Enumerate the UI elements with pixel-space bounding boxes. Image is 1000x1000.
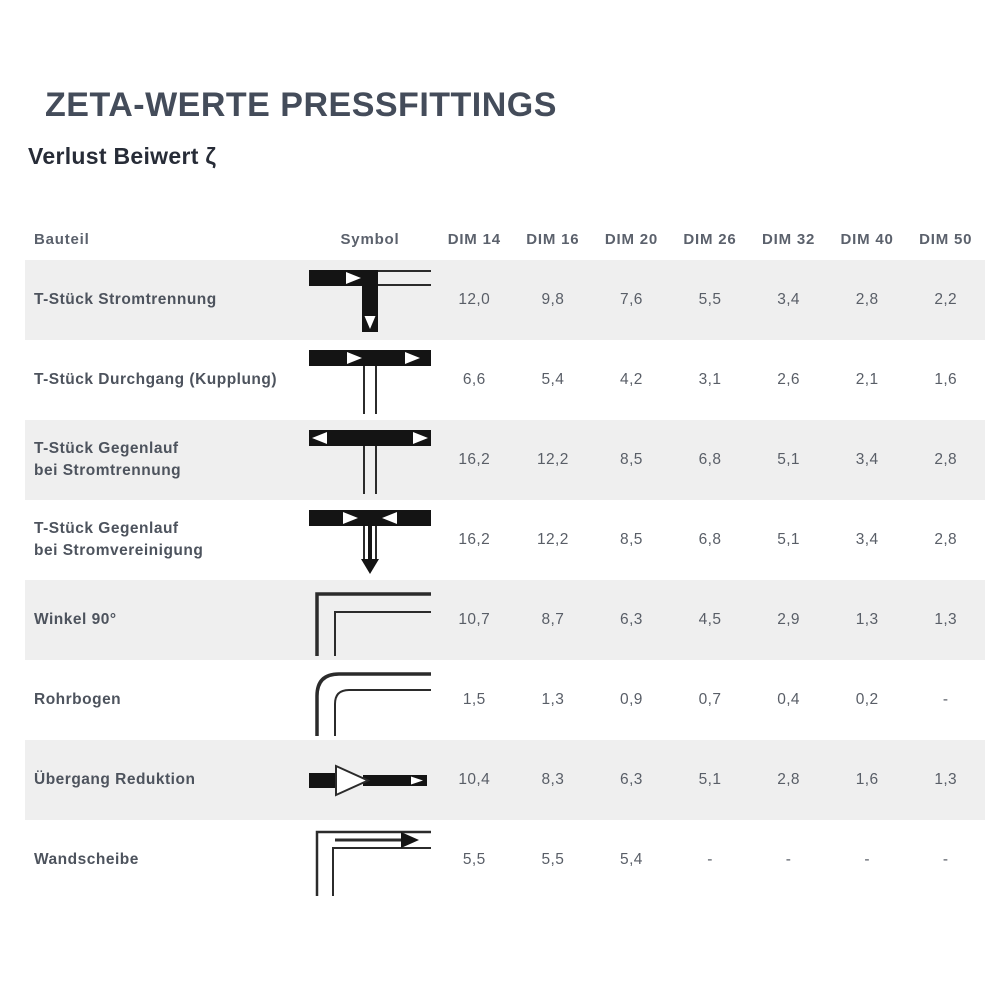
zeta-value: 5,5: [541, 851, 565, 868]
zeta-value: 1,3: [934, 771, 958, 788]
symbol-cell: [305, 660, 435, 740]
column-header-dim50: DIM 50: [919, 231, 973, 248]
zeta-value: 8,3: [541, 771, 565, 788]
row-label: T-Stück Durchgang (Kupplung): [34, 371, 278, 389]
zeta-value: 1,6: [855, 771, 879, 788]
zeta-values-table: [25, 216, 985, 900]
zeta-value: 6,3: [620, 611, 643, 628]
symbol-cell: [305, 500, 435, 580]
zeta-value: 2,2: [934, 291, 958, 308]
zeta-value: 2,8: [777, 771, 800, 788]
zeta-value: 10,7: [458, 611, 491, 628]
reducer-transition-icon: [305, 742, 435, 818]
zeta-value: 8,7: [541, 611, 565, 628]
table-row: [25, 820, 985, 900]
zeta-value: 9,8: [541, 291, 565, 308]
zeta-value: 1,3: [934, 611, 958, 628]
column-header-dim40: DIM 40: [840, 231, 894, 248]
zeta-value: 16,2: [458, 451, 491, 468]
page-subtitle: Verlust Beiwert ζ: [28, 143, 217, 169]
pipe-bend-icon: [305, 662, 435, 738]
zeta-value: 0,2: [855, 691, 879, 708]
elbow-90-icon: [305, 582, 435, 658]
tee-straight-through-icon: [305, 342, 435, 418]
symbol-cell: [305, 740, 435, 820]
zeta-value: 10,4: [458, 771, 491, 788]
zeta-value: 1,6: [934, 371, 958, 388]
tee-counterflow-merging-icon: [305, 502, 435, 578]
zeta-value: 4,2: [620, 371, 643, 388]
table-row: [25, 740, 985, 820]
zeta-value: 12,2: [536, 531, 569, 548]
column-header-dim16: DIM 16: [526, 231, 580, 248]
zeta-value: 3,4: [855, 451, 879, 468]
zeta-value: 6,8: [698, 531, 722, 548]
zeta-value: 8,5: [620, 451, 643, 468]
table-row: [25, 500, 985, 580]
zeta-value: 6,6: [462, 371, 486, 388]
symbol-cell: [305, 580, 435, 660]
column-header-dim26: DIM 26: [683, 231, 737, 248]
column-header-dim32: DIM 32: [761, 231, 816, 248]
zeta-value: 0,4: [777, 691, 800, 708]
zeta-value: 5,4: [620, 851, 643, 868]
wall-plate-elbow-icon: [305, 822, 435, 898]
zeta-value: -: [942, 851, 949, 868]
symbol-cell: [305, 260, 435, 340]
zeta-value: 2,8: [934, 451, 958, 468]
page-header: [0, 0, 1000, 170]
row-label: T-Stück Stromtrennung: [34, 291, 217, 309]
zeta-value: 3,1: [698, 371, 722, 388]
zeta-value: 5,4: [541, 371, 565, 388]
zeta-value: -: [942, 691, 949, 708]
tee-counterflow-separation-icon: [305, 422, 435, 498]
zeta-value: 6,3: [620, 771, 643, 788]
table-row: [25, 340, 985, 420]
zeta-value: 1,5: [462, 691, 486, 708]
zeta-value: 2,8: [855, 291, 879, 308]
zeta-value: 5,1: [777, 531, 800, 548]
column-header-symbol: Symbol: [340, 231, 400, 248]
zeta-value: 5,5: [462, 851, 486, 868]
row-label: Wandscheibe: [34, 851, 139, 869]
zeta-value: 2,9: [777, 611, 800, 628]
table-header-row: [25, 216, 985, 260]
column-header-dim14: DIM 14: [447, 231, 501, 248]
zeta-value: 5,1: [698, 771, 722, 788]
zeta-value: 1,3: [541, 691, 565, 708]
zeta-value: 0,9: [620, 691, 643, 708]
zeta-value: -: [707, 851, 713, 868]
row-label: Rohrbogen: [34, 691, 122, 709]
zeta-value: 1,3: [855, 611, 879, 628]
zeta-value: 2,8: [934, 531, 958, 548]
row-label: T-Stück Gegenlauf bei Stromtrennung: [34, 440, 182, 479]
zeta-value: 8,5: [620, 531, 643, 548]
table-row: [25, 580, 985, 660]
column-header-bauteil: Bauteil: [34, 231, 90, 248]
row-label: Übergang Reduktion: [34, 771, 196, 789]
row-label: T-Stück Gegenlauf bei Stromvereinigung: [34, 520, 204, 559]
row-label: Winkel 90°: [34, 611, 117, 629]
symbol-cell: [305, 820, 435, 900]
zeta-value: 2,6: [777, 371, 800, 388]
zeta-value: 3,4: [855, 531, 879, 548]
zeta-value: 4,5: [698, 611, 722, 628]
zeta-value: 0,7: [698, 691, 722, 708]
zeta-value: 5,1: [777, 451, 800, 468]
zeta-value: 7,6: [620, 291, 643, 308]
table-row: [25, 660, 985, 740]
column-header-dim20: DIM 20: [604, 231, 658, 248]
page-title: ZETA-WERTE PRESSFITTINGS: [45, 86, 557, 124]
zeta-value: 16,2: [458, 531, 491, 548]
zeta-value: -: [785, 851, 792, 868]
zeta-value: 5,5: [698, 291, 722, 308]
zeta-value: -: [864, 851, 870, 868]
symbol-cell: [305, 420, 435, 500]
table-row: [25, 260, 985, 340]
zeta-value: 12,0: [458, 291, 491, 308]
tee-flow-separation-icon: [305, 262, 435, 338]
symbol-cell: [305, 340, 435, 420]
zeta-value: 12,2: [536, 451, 569, 468]
zeta-value: 3,4: [777, 291, 800, 308]
table-row: [25, 420, 985, 500]
zeta-value: 2,1: [855, 371, 879, 388]
zeta-value: 6,8: [698, 451, 722, 468]
